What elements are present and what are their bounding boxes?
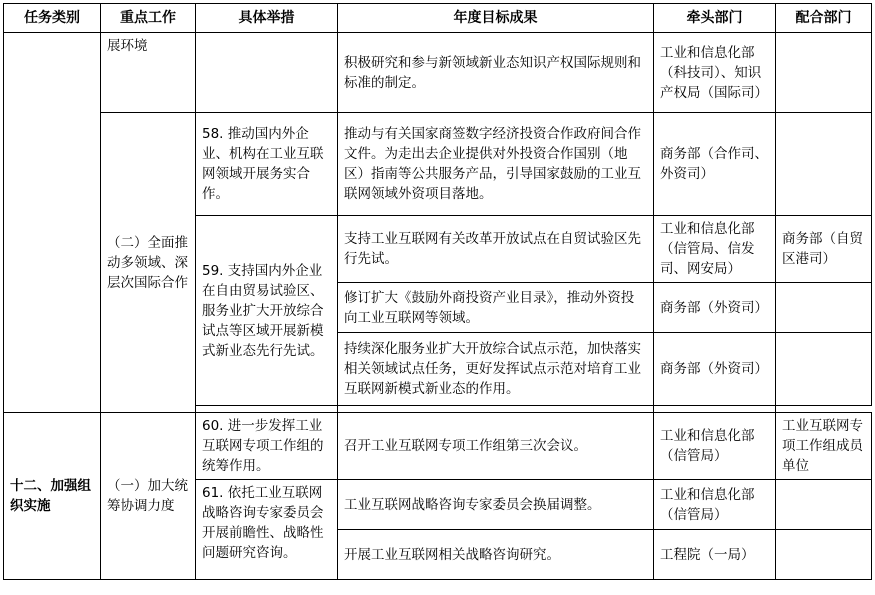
key-work-cell: （一）加大统筹协调力度: [101, 413, 196, 580]
lead-cell: 商务部（外资司）: [654, 283, 776, 333]
measure-cell: 59. 支持国内外企业在自由贸易试验区、服务业扩大开放综合试点等区域开展新模式新业态先行先试。: [196, 216, 338, 406]
coop-cell-spacer: [654, 406, 776, 413]
header-cooperating-department: 配合部门: [776, 4, 872, 33]
header-annual-goal: 年度目标成果: [338, 4, 654, 33]
header-task-category: 任务类别: [4, 4, 101, 33]
key-work-cell: 展环境: [101, 33, 196, 113]
lead-cell: 商务部（合作司、外资司）: [654, 113, 776, 216]
task-table: [3, 3, 872, 580]
goal-cell: 工业互联网战略咨询专家委员会换届调整。: [338, 480, 654, 530]
lead-cell-spacer: [338, 406, 654, 413]
coop-cell: [776, 33, 872, 113]
table-row: [4, 33, 872, 113]
header-lead-department: 牵头部门: [654, 4, 776, 33]
measure-cell: 58. 推动国内外企业、机构在工业互联网领域开展务实合作。: [196, 113, 338, 216]
measure-cell: 61. 依托工业互联网战略咨询专家委员会开展前瞻性、战略性问题研究咨询。: [196, 480, 338, 580]
table-row: [4, 113, 872, 216]
lead-cell: 工业和信息化部（科技司）、知识产权局（国际司）: [654, 33, 776, 113]
measure-cell: [196, 33, 338, 113]
key-work-cell: （二）全面推动多领域、深层次国际合作: [101, 113, 196, 413]
category-cell: 十二、加强组织实施: [4, 413, 101, 580]
category-cell-continued: [4, 33, 101, 413]
table-header-row: [4, 4, 872, 33]
coop-cell: [776, 113, 872, 216]
coop-cell: [776, 333, 872, 406]
coop-cell: 商务部（自贸区港司）: [776, 216, 872, 283]
goal-cell-spacer: [196, 406, 338, 413]
coop-cell: [776, 530, 872, 580]
lead-cell: 工业和信息化部（信管局、信发司、网安局）: [654, 216, 776, 283]
goal-cell: 持续深化服务业扩大开放综合试点示范，加快落实相关领域试点任务，更好发挥试点示范对培育工业互联网新模式新业态的作用。: [338, 333, 654, 406]
lead-cell: 工业和信息化部（信管局）: [654, 480, 776, 530]
goal-cell: 修订扩大《鼓励外商投资产业目录》，推动外资投向工业互联网等领域。: [338, 283, 654, 333]
goal-cell: 开展工业互联网相关战略咨询研究。: [338, 530, 654, 580]
lead-cell: 工业和信息化部（信管局）: [654, 413, 776, 480]
goal-cell: 支持工业互联网有关改革开放试点在自贸试验区先行先试。: [338, 216, 654, 283]
goal-cell: 召开工业互联网专项工作组第三次会议。: [338, 413, 654, 480]
goal-cell: 积极研究和参与新领域新业态知识产权国际规则和标准的制定。: [338, 33, 654, 113]
lead-cell: 商务部（外资司）: [654, 333, 776, 406]
lead-cell: 工程院（一局）: [654, 530, 776, 580]
header-key-work: 重点工作: [101, 4, 196, 33]
goal-cell: 推动与有关国家商签数字经济投资合作政府间合作文件。为走出去企业提供对外投资合作国别（地区）指南等公共服务产品，引导国家鼓励的工业互联网领域外资项目落地。: [338, 113, 654, 216]
measure-cell: 60. 进一步发挥工业互联网专项工作组的统筹作用。: [196, 413, 338, 480]
coop-cell: [776, 283, 872, 333]
header-specific-measures: 具体举措: [196, 4, 338, 33]
coop-cell: 工业互联网专项工作组成员单位: [776, 413, 872, 480]
table-row: [4, 413, 872, 480]
coop-cell: [776, 480, 872, 530]
